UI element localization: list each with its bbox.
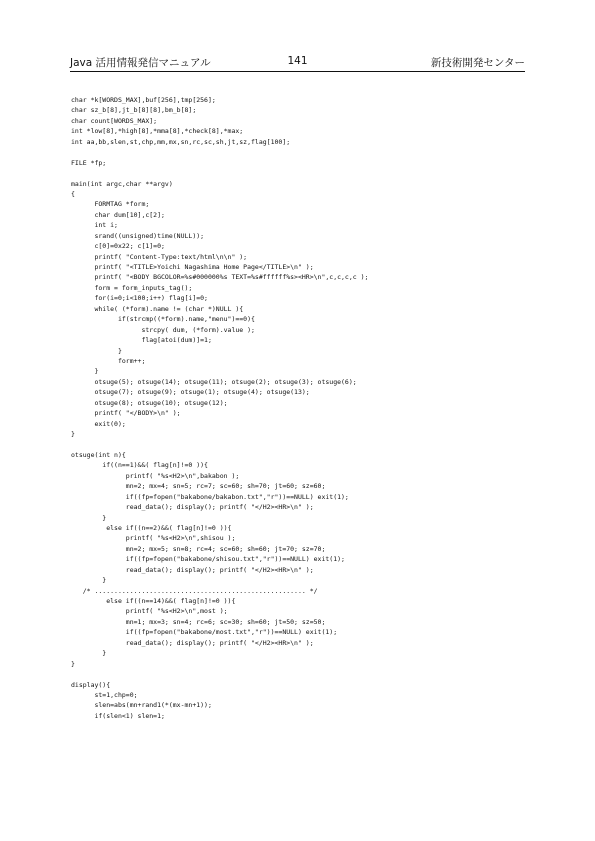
code-line: read_data(); display(); printf( "</H2><HR>\n" ); bbox=[71, 503, 314, 512]
code-line: read_data(); display(); printf( "</H2><HR>\n" ); bbox=[71, 638, 314, 647]
code-line: if((fp=fopen("bakabone/most.txt","r"))==NULL) exit(1); bbox=[71, 628, 338, 637]
code-line: printf( "</BODY>\n" ); bbox=[71, 409, 181, 418]
code-line: { bbox=[71, 189, 75, 198]
code-line bbox=[71, 147, 526, 157]
code-line: flag[atoi(dum)]=1; bbox=[71, 336, 212, 345]
code-line bbox=[71, 439, 526, 449]
code-line: slen=abs(mn+rand1(*(mx-mn+1)); bbox=[71, 701, 212, 710]
code-line: } bbox=[71, 430, 75, 438]
code-line: mn=1; mx=3; sn=4; rc=6; sc=30; sh=60; jt=50; sz=50; bbox=[71, 617, 326, 626]
header-organization: 新技術開発センター bbox=[430, 57, 525, 69]
code-line: otsuge(5); otsuge(14); otsuge(11); otsuge(2); otsuge(3); otsuge(6); bbox=[71, 377, 357, 386]
code-line: printf( "<TITLE>Yoichi Nagashima Home Page</TITLE>\n" ); bbox=[71, 263, 314, 271]
code-line: } bbox=[71, 576, 107, 585]
code-line: else if((n==14)&&( flag[n]!=0 )){ bbox=[71, 597, 236, 605]
code-line: char count[WORDS_MAX]; bbox=[71, 116, 158, 125]
code-line: main(int argc,char **argv) bbox=[71, 179, 173, 188]
code-line: c[0]=0x22; c[1]=0; bbox=[71, 242, 165, 251]
code-line: otsuge(7); otsuge(9); otsuge(1); otsuge(4); otsuge(13); bbox=[71, 388, 310, 397]
code-line: char sz_b[8],jt_b[8][8],bm_b[8]; bbox=[71, 106, 197, 115]
code-line: FILE *fp; bbox=[71, 158, 107, 167]
code-line: FORMTAG *form; bbox=[71, 200, 150, 209]
code-line: mn=2; mx=4; sn=5; rc=7; sc=60; sh=70; jt=60; sz=60; bbox=[71, 482, 326, 491]
header-book-title: Java 活用情報発信マニュアル bbox=[70, 57, 211, 69]
code-listing bbox=[71, 95, 526, 721]
code-line: int aa,bb,slen,st,chp,mm,mx,sn,rc,sc,sh,jt,sz,flag[100]; bbox=[71, 137, 291, 146]
code-line: } bbox=[71, 513, 107, 522]
code-line: if((fp=fopen("bakabone/bakabon.txt","r"))==NULL) exit(1); bbox=[71, 492, 349, 501]
code-line: /* ...................................................... */ bbox=[71, 586, 318, 595]
code-line: form = form_inputs_tag(); bbox=[71, 283, 193, 292]
code-line: printf( "<BODY BGCOLOR=%s#000000%s TEXT=%s#ffffff%s><HR>\n",c,c,c,c ); bbox=[71, 273, 369, 282]
code-line: read_data(); display(); printf( "</H2><HR>\n" ); bbox=[71, 565, 314, 574]
code-line: } bbox=[71, 659, 75, 668]
code-line: int i; bbox=[71, 221, 118, 230]
code-line bbox=[71, 168, 526, 178]
code-line: } bbox=[71, 367, 99, 376]
code-line: mn=2; mx=5; sn=8; rc=4; sc=60; sh=60; jt=70; sz=70; bbox=[71, 544, 326, 553]
code-line: } bbox=[71, 346, 122, 355]
code-line: } bbox=[71, 649, 107, 658]
code-line: strcpy( dum, (*form).value ); bbox=[71, 325, 255, 334]
code-line: int *low[8],*high[8],*mma[8],*check[8],*max; bbox=[71, 127, 244, 136]
code-line: otsuge(8); otsuge(10); otsuge(12); bbox=[71, 398, 228, 407]
code-line: form++; bbox=[71, 356, 146, 365]
code-line: if((fp=fopen("bakabone/shisou.txt","r"))==NULL) exit(1); bbox=[71, 555, 345, 564]
code-line bbox=[71, 669, 526, 679]
code-line: for(i=0;i<100;i++) flag[i]=0; bbox=[71, 294, 208, 303]
code-line: char *k[WORDS_MAX],buf[256],tmp[256]; bbox=[71, 96, 216, 104]
page-header bbox=[70, 55, 525, 71]
code-line: exit(0); bbox=[71, 419, 126, 428]
code-line: srand((unsigned)time(NULL)); bbox=[71, 231, 205, 240]
code-line: printf( "Content-Type:text/html\n\n" ); bbox=[71, 252, 248, 261]
code-line: st=1,chp=0; bbox=[71, 690, 138, 699]
header-rule bbox=[70, 71, 525, 72]
code-line: printf( "%s<H2>\n",most ); bbox=[71, 607, 228, 616]
code-line: else if((n==2)&&( flag[n]!=0 )){ bbox=[71, 523, 232, 532]
code-line: char dum[10],c[2]; bbox=[71, 210, 165, 219]
code-line: printf( "%s<H2>\n",bakabon ); bbox=[71, 471, 240, 480]
code-line: if(slen<1) slen=1; bbox=[71, 711, 165, 720]
code-line: display(){ bbox=[71, 680, 111, 689]
code-line: otsuge(int n){ bbox=[71, 450, 126, 459]
code-line: while( (*form).name != (char *)NULL ){ bbox=[71, 304, 244, 313]
code-line: printf( "%s<H2>\n",shisou ); bbox=[71, 534, 236, 543]
page-number: 141 bbox=[287, 55, 308, 67]
code-line: if(strcmp((*form).name,"menu")==0){ bbox=[71, 315, 255, 324]
code-line: if((n==1)&&( flag[n]!=0 )){ bbox=[71, 461, 208, 470]
